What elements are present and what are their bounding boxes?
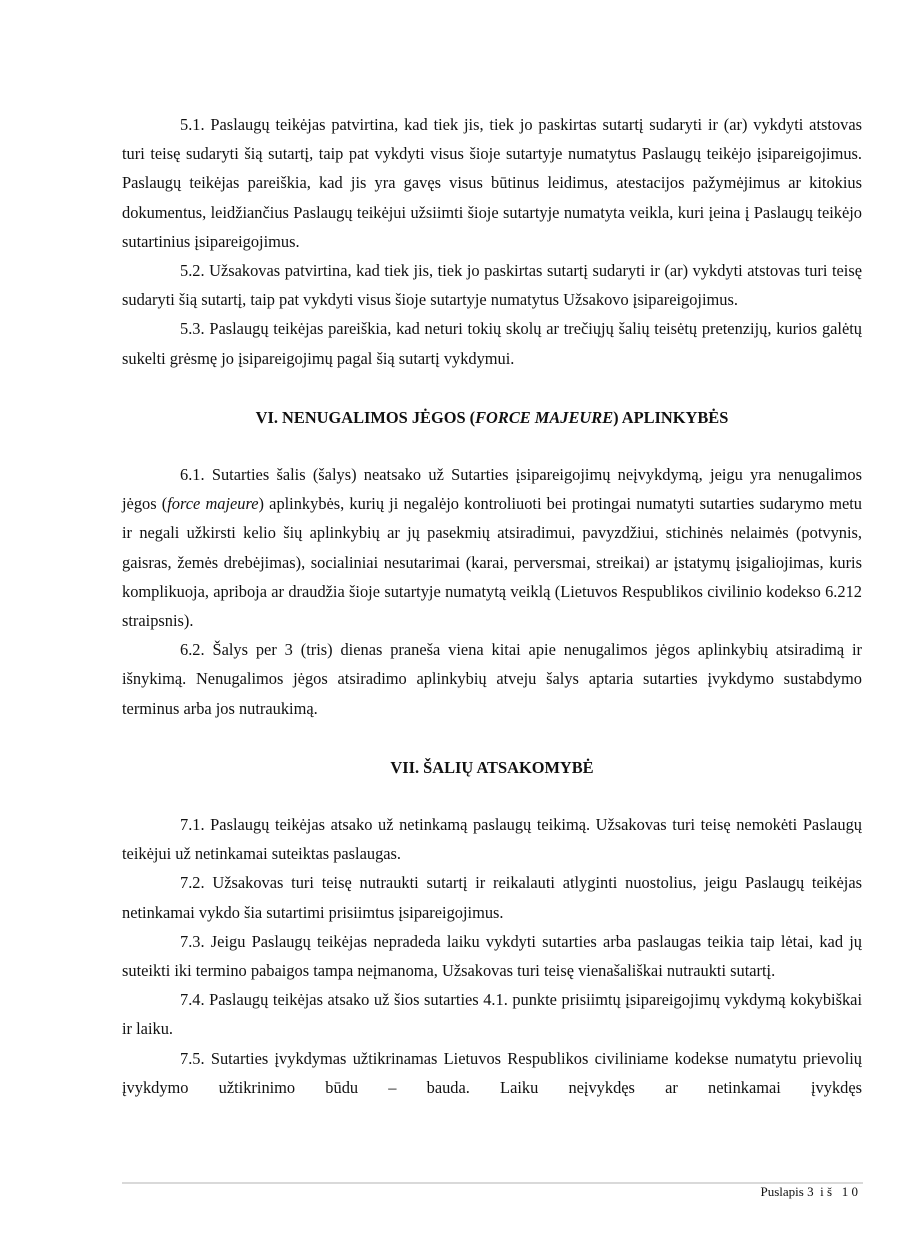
page-number: Puslapis 3 i š 1 0 bbox=[760, 1184, 858, 1199]
footer-divider bbox=[122, 1182, 863, 1184]
heading-vi-pre: VI. NENUGALIMOS JĖGOS ( bbox=[255, 407, 476, 427]
paragraph-6-1 bbox=[122, 460, 862, 635]
paragraph-5-3: 5.3. Paslaugų teikėjas pareiškia, kad neturi tokių skolų ar trečiųjų šalių teisėtų pretenzijų, kurios galėtų sukelti grėsmę jo įsipareigojimų pagal šią sutartį vykdymui. bbox=[122, 319, 862, 368]
document-page bbox=[122, 110, 862, 1102]
paragraph-6-1-pre: 6.1. Sutarties šalis (šalys) neatsako už Sutarties įsipareigojimų neįvykdymą, jeigu yra nenugalimos jėgos ( bbox=[122, 465, 862, 514]
paragraph-6-1-italic: force majeure bbox=[167, 494, 259, 514]
paragraph-7-4: 7.4. Paslaugų teikėjas atsako už šios sutarties 4.1. punkte prisiimtų įsipareigojimų vykdymą kokybiškai ir laiku. bbox=[122, 990, 862, 1039]
paragraph-7-2: 7.2. Užsakovas turi teisę nutraukti sutartį ir reikalauti atlyginti nuostolius, jeigu Paslaugų teikėjas netinkamai vykdo šia sutartimi prisiimtus įsipareigojimus. bbox=[122, 873, 862, 922]
paragraph-5-1: 5.1. Paslaugų teikėjas patvirtina, kad tiek jis, tiek jo paskirtas sutartį sudaryti ir (ar) vykdyti atstovas turi teisę sudaryti šią sutartį, taip pat vykdyti visus šioje sutartyje numatytus Paslaugų teikėjo įsipareigojimus. Paslaugų teikėjas pareiškia, kad jis yra gavęs visus būtinus leidimus, atestacijos pažymėjimus ar kitokius dokumentus, leidžiančius Paslaugų teikėjui užsiimti šioje sutartyje numatyta veikla, kuri įeina į Paslaugų teikėjo sutartinius įsipareigojimus. bbox=[122, 115, 862, 251]
paragraph-7-5: 7.5. Sutarties įvykdymas užtikrinamas Lietuvos Respublikos civiliniame kodekse numatytu prievolių įvykdymo užtikrinimo būdu – bauda. Laiku neįvykdęs ar netinkamai įvykdęs bbox=[122, 1048, 862, 1097]
paragraph-7-3: 7.3. Jeigu Paslaugų teikėjas nepradeda laiku vykdyti sutarties arba paslaugas teikia taip lėtai, kad jų suteikti iki termino pabaigos tampa neįmanoma, Užsakovas turi teisę vienašališkai nutraukti sutartį. bbox=[122, 931, 862, 981]
section-heading-vi bbox=[122, 403, 862, 432]
paragraph-6-2: 6.2. Šalys per 3 (tris) dienas praneša viena kitai apie nenugalimos jėgos aplinkybių atsiradimą ir išnykimą. Nenugalimos jėgos atsiradimo aplinkybių atveju šalys aptaria sutarties įvykdymo sustabdymo terminus arba jos nutraukimą. bbox=[122, 640, 862, 718]
paragraph-5-2: 5.2. Užsakovas patvirtina, kad tiek jis, tiek jo paskirtas sutartį sudaryti ir (ar) vykdyti atstovas turi teisę sudaryti šią sutartį, taip pat vykdyti visus šioje sutartyje numatytus Užsakovo įsipareigojimus. bbox=[122, 261, 862, 310]
heading-vi-post: ) APLINKYBĖS bbox=[613, 407, 729, 427]
paragraph-7-1: 7.1. Paslaugų teikėjas atsako už netinkamą paslaugų teikimą. Užsakovas turi teisę nemokėti Paslaugų teikėjui už netinkamai suteiktas paslaugas. bbox=[122, 815, 862, 864]
paragraph-6-1-post: ) aplinkybės, kurių ji negalėjo kontroliuoti bei protingai numatyti sutarties sudarymo metu ir negali užkirsti kelio šių aplinkybių ar jų pasekmių atsiradimui, pavyzdžiui, stichinės nelaimės (potvynis, gaisras, žemės drebėjimas), socialiniai nesutarimai (karai, perversmai, streikai) ar įstatymų įsigaliojimas, kuris komplikuoja, apriboja ar draudžia šioje sutartyje numatytą veiklą (Lietuvos Respublikos civilinio kodekso 6.212 straipsnis). bbox=[122, 494, 862, 631]
heading-vi-italic: FORCE MAJEURE bbox=[475, 407, 614, 427]
section-heading-vii: VII. ŠALIŲ ATSAKOMYBĖ bbox=[390, 757, 594, 777]
